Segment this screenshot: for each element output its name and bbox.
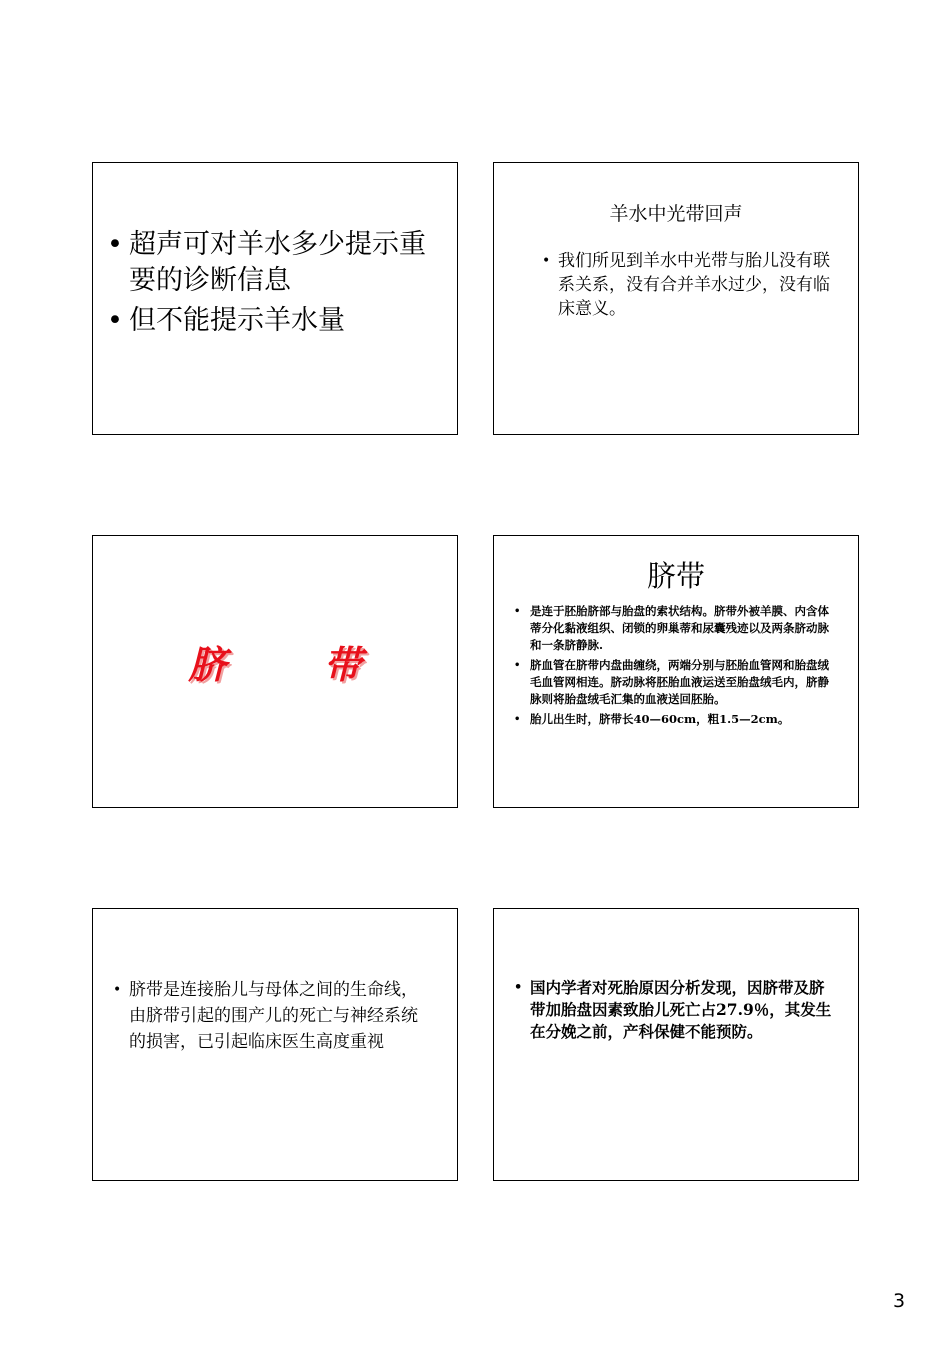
bullet-icon: • <box>514 606 521 617</box>
bullet-list <box>107 227 447 343</box>
bullet-icon: • <box>113 982 122 998</box>
slide-5 <box>92 908 458 1181</box>
page-number: 3 <box>893 1290 906 1312</box>
bullet-icon: • <box>514 714 521 725</box>
bullet-icon: • <box>542 253 551 269</box>
slide-title: 脐带 <box>646 559 705 593</box>
slide-title: 脐 带 <box>188 642 404 687</box>
slide-1 <box>92 162 458 435</box>
list-item: • 超声可对羊水多少提示重要的诊断信息 <box>107 229 426 296</box>
bullet-list <box>113 977 433 1055</box>
list-item: • 是连于胚胎脐部与胎盘的索状结构。脐带外被羊膜、内含体蒂分化黏液组织、闭锁的卵巢蒂和尿囊残迹以及两条脐动脉和一条脐静脉. <box>514 604 829 652</box>
slide-6 <box>493 908 859 1181</box>
list-item: • 我们所见到羊水中光带与胎儿没有联系关系，没有合并羊水过少，没有临床意义。 <box>542 251 830 319</box>
list-item: • 胎儿出生时，脐带长40—60cm，粗1.5—2cm。 <box>514 712 790 726</box>
bullet-icon: • <box>107 229 123 260</box>
bullet-icon: • <box>514 660 521 671</box>
list-item: • 但不能提示羊水量 <box>107 303 447 339</box>
list-item: • 脐血管在脐带内盘曲缠绕，两端分别与胚胎血管网和胎盘绒毛血管网相连。脐动脉将胚胎血液运送至胎盘绒毛内，脐静脉则将胎盘绒毛汇集的血液送回胚胎。 <box>514 658 829 706</box>
bullet-list <box>514 603 834 731</box>
bullet-list <box>514 977 834 1043</box>
slide-2 <box>493 162 859 435</box>
list-item: • 国内学者对死胎原因分析发现，因脐带及脐带加胎盘因素致胎儿死亡占27.9％，其发生在分娩之前，产科保健不能预防。 <box>514 978 832 1041</box>
slide-4 <box>493 535 859 808</box>
slide-title: 羊水中光带回声 <box>609 203 743 225</box>
list-item: • 脐带是连接胎儿与母体之间的生命线，由脐带引起的围产儿的死亡与神经系统的损害，已引起临床医生高度重视 <box>113 977 433 1055</box>
bullet-icon: • <box>514 980 523 995</box>
bullet-list <box>542 249 834 321</box>
bullet-icon: • <box>107 305 123 336</box>
slide-3 <box>92 535 458 808</box>
